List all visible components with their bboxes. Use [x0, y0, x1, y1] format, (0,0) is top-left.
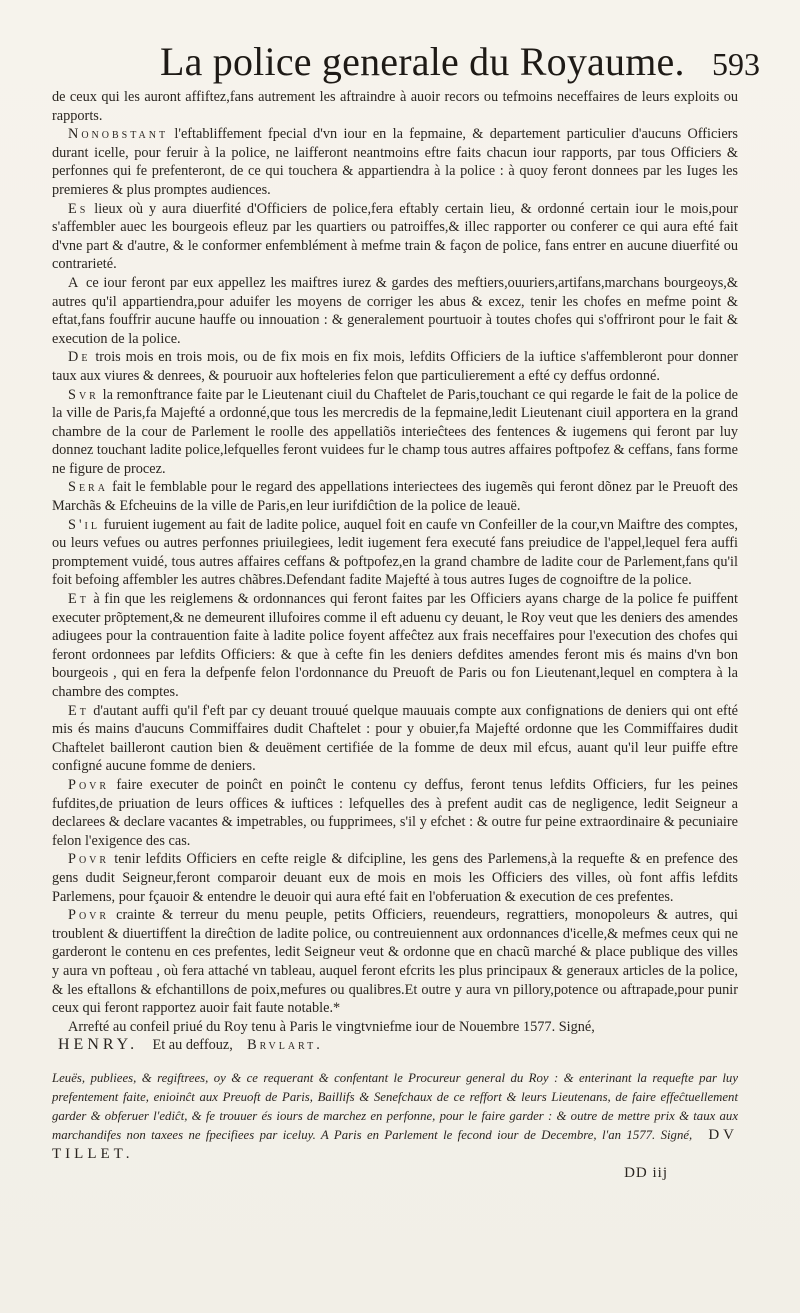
paragraph [52, 386, 738, 479]
signature-connector: Et au deffouz, [152, 1037, 233, 1054]
paragraph-text: crainte & terreur du menu peuple, petits Officiers, reuendeurs, regrattiers, monopoleurs & autres, qui troublent & diuertiffent la direĉtion de ladite police, ou contreuiennent aux ordonnances d'icelle,& mefmes ceux qui ne garderont le contenu en ces prefentes, ledit Seigneur veut & ordonne que en chacũ marché & place publique des villes y aura vn pofteau , où fera attaché vn tableau, auquel feront efcrits les plus principaux & generaux articles de la police, & les eftallons & efchantillons de poix,mefures ou qualibres.Et outre y aura vn pillory,potence ou aftrapade,pour punir ceux qui feront rapportez auoir fait faute notable.* [52, 907, 738, 1017]
lead-word: S'il [68, 516, 100, 533]
paragraph [52, 906, 738, 1018]
paragraph [52, 274, 738, 348]
lead-word: Povr [68, 907, 110, 924]
registration-signature: DV TILLET. [52, 1126, 739, 1162]
paragraph [52, 88, 738, 125]
paragraph-text: lieux où y aura diuerfité d'Officiers de police,fera eftably certain lieu, & ordonné certain iour le mois,pour s'affembler auec les bourgeois efleuz par les quartiers ou patroiffes,& illec rapporter ou conferer ce qui aura efté fait d'vne part & d'autre, & le conformer enfemblément à mefme train & façon de police, fans entrer en aucune diuerfité ou contrarieté. [52, 200, 739, 273]
paragraph-text: furuient iugement au fait de ladite police, auquel foit en caufe vn Confeiller de la cour,vn Maiftre des comptes, ou leurs vefues ou autres perfonnes priuilegiees, ledit iugement fera executé fans preiudice de l'appel,lequel fera auffi promptement vuidé, tous autres affaires ceffans & poftpofez,en la grand chambre de ladite cour de Parlement,fans qu'il foit befoing affembler les autres chãbres.Defendant fadite Majefté à tous autres Iuges de cognoiftre de la police. [52, 516, 739, 589]
lead-word: A [68, 274, 82, 291]
paragraph-text: trois mois en trois mois, ou de fix mois en fix mois, lefdits Officiers de la iuftice s'affembleront pour donner taux aux viures & denrees, & pouruoir aux hofteleries felon que particulierement a efté cy deffus ordonné. [52, 349, 739, 384]
lead-word: Povr [68, 776, 110, 793]
page-body [52, 88, 738, 1182]
paragraph-text: faire executer de poinĉt en poinĉt le contenu cy deffus, feront tenus lefdits Officiers, fur les peines fufdites,de priuation de leurs offices & iuftices : lefquelles des à prefent audit cas de negligence, ledit Seigneur a declarees & declare vacantes & impetrables, ou fupprimees, s'il y efchet : & outre fur peine extraordinaire & pecuniaire felon l'exigence des cas. [52, 776, 738, 849]
paragraph-text: tenir lefdits Officiers en cefte reigle & difcipline, les gens des Parlemens,à la requefte & en prefence des gens dudit Seigneur,feront comparoir deuant eux de mois en mois les Officiers des villes, où font affis lefdits Parlemens, pour fçauoir & entendre le deuoir qui aura efté fait en l'obferuation & execution de ces prefentes. [52, 851, 738, 905]
registration-place-date: A Paris en Parlement le fecond iour de Decembre, l'an 1577. Signé, [320, 1127, 693, 1142]
signature-king: HENRY. [58, 1036, 139, 1054]
lead-word: Et [68, 591, 89, 608]
registration-text: Leuës, publiees, & regiftrees, oy & ce requerant & confentant le Procureur general du Roy : & enterinant la requefte par luy prefentement faite, enioinĉt aux Preuoft de Paris, Baillifs & Senefchaux de ce reffort & leurs Lieutenans, de faire effeĉtuellement garder & obferuer l'ediĉt, & fe trouuer és iours de marchez en perfonne, pour le faire garder : & outre de mettre prix & taux aux marchandifes non taxees ne fpecifiees par iceluy. [52, 1070, 738, 1142]
lead-word: Es [68, 200, 89, 217]
paragraph-text: de ceux qui les auront affiftez,fans autrement les aftraindre à auoir recors ou tefmoins neceffaires de leurs exploits ou rapports. [52, 89, 738, 124]
paragraph-text: fait le femblable pour le regard des appellations interiectees des iugemẽs qui feront dõnez par le Preuoft des Marchãs & Efcheuins de la ville de Paris,en leur iurifdiĉtion de la police de leauë. [52, 479, 738, 515]
paragraph-text: ce iour feront par eux appellez les maiftres iurez & gardes des meftiers,ouuriers,artifans,marchans bourgeoys,& autres qu'il appartiendra,pour aduifer les moyens de corriger les abus & excez, tenir les chofes en mefme point & eftat,fans fouffrir aucune hauffe ou innouation : & generalement pourtuoir à toutes chofes qui s'offriront pour le fait & execution de la police. [52, 274, 738, 347]
signature-secretary: Brvlart. [247, 1037, 323, 1054]
lead-word: Sera [68, 479, 108, 496]
page-number: 593 [712, 46, 760, 82]
decree-date-text: Arrefté au confeil priué du Roy tenu à Paris le vingtvniefme iour de Nouembre 1577. Signé, [68, 1018, 595, 1035]
decree-closing [52, 1018, 738, 1037]
registration-note [52, 1069, 738, 1164]
paragraph-text: à fin que les reiglemens & ordonnances qui feront faites par les Officiers ayans charge de la police fe puiffent executer prõptement,& ne demeurent illufoires comme il eft aduenu cy deuant, le Roy veut que les deniers des amendes adiugees pour la contrauention faite à ladite police foyent affeĉtez aux frais neceffaires pour l'execution des chofes qui feront ordonnees par lefdits Officiers: & que à cefte fin les deniers defdites amendes feront mis és mains d'vn bon bourgeois , qui en fera la defpenfe felon l'ordonnance du Preuoft de Paris ou fon Lieutenant,lequel en comptera à la chambre des comptes. [52, 591, 738, 700]
paragraph [52, 850, 738, 906]
paragraph [52, 125, 738, 199]
lead-word: Povr [68, 851, 110, 868]
paragraph [52, 516, 738, 590]
paragraph [52, 590, 738, 702]
printer-signature-mark: DD iij [624, 1164, 668, 1181]
paragraph-text: l'eftabliffement fpecial d'vn iour en la fepmaine, & departement particulier d'aucuns Officiers durant icelle, pour feruir à la police, ne laifferont neantmoins eftre faits chacun iour rapports, par tous Officiers & perfonnes qui fe prefenteront, de ce qui touchera & appartiendra à la police : à quoy feront donnees par les Iuges les premieres & plus promptes audiences. [52, 126, 738, 198]
paragraph-text: d'autant auffi qu'il f'eft par cy deuant trouué quelque mauuais compte aux confignations de deniers qui ont efté mis és mains d'aucuns Commiffaires dudit Chaftelet : pour y obuier,fa Majefté ordonne que les Commiffaires dudit Chaftelet bailleront caution bien & deuëment certifiée de la fomme de deux mil efcus, auant qu'il leur puiffe eftre configné aucune fomme de deniers. [52, 702, 739, 775]
lead-word: Nonobstant [68, 126, 169, 143]
lead-word: Et [68, 702, 89, 719]
paragraph [52, 776, 738, 850]
paragraph [52, 702, 738, 776]
paragraph [52, 478, 738, 515]
paragraph-text: la remonftrance faite par le Lieutenant ciuil du Chaftelet de Paris,touchant ce qui regarde le fait de la police de la ville de Paris,fa Majefté a ordonné,que tous les mercredis de la fepmaine,ledit Lieutenant ciuil apportera en la grand chambre de la cour de Parlement le roolle des appellatiõs interieĉtees des fentences & iugemens qui feront par luy donnez touchant ladite police,lefquelles feront vuidees fur le champ tous autres affaires poftpofez & ceffans, fans forme ne figure de procez. [52, 386, 739, 477]
paragraph [52, 200, 738, 274]
signature-line [52, 1036, 738, 1055]
lead-word: Svr [68, 386, 99, 403]
running-title: La police generale du Royaume. [160, 39, 685, 84]
lead-word: De [68, 349, 91, 366]
paragraph [52, 348, 738, 385]
